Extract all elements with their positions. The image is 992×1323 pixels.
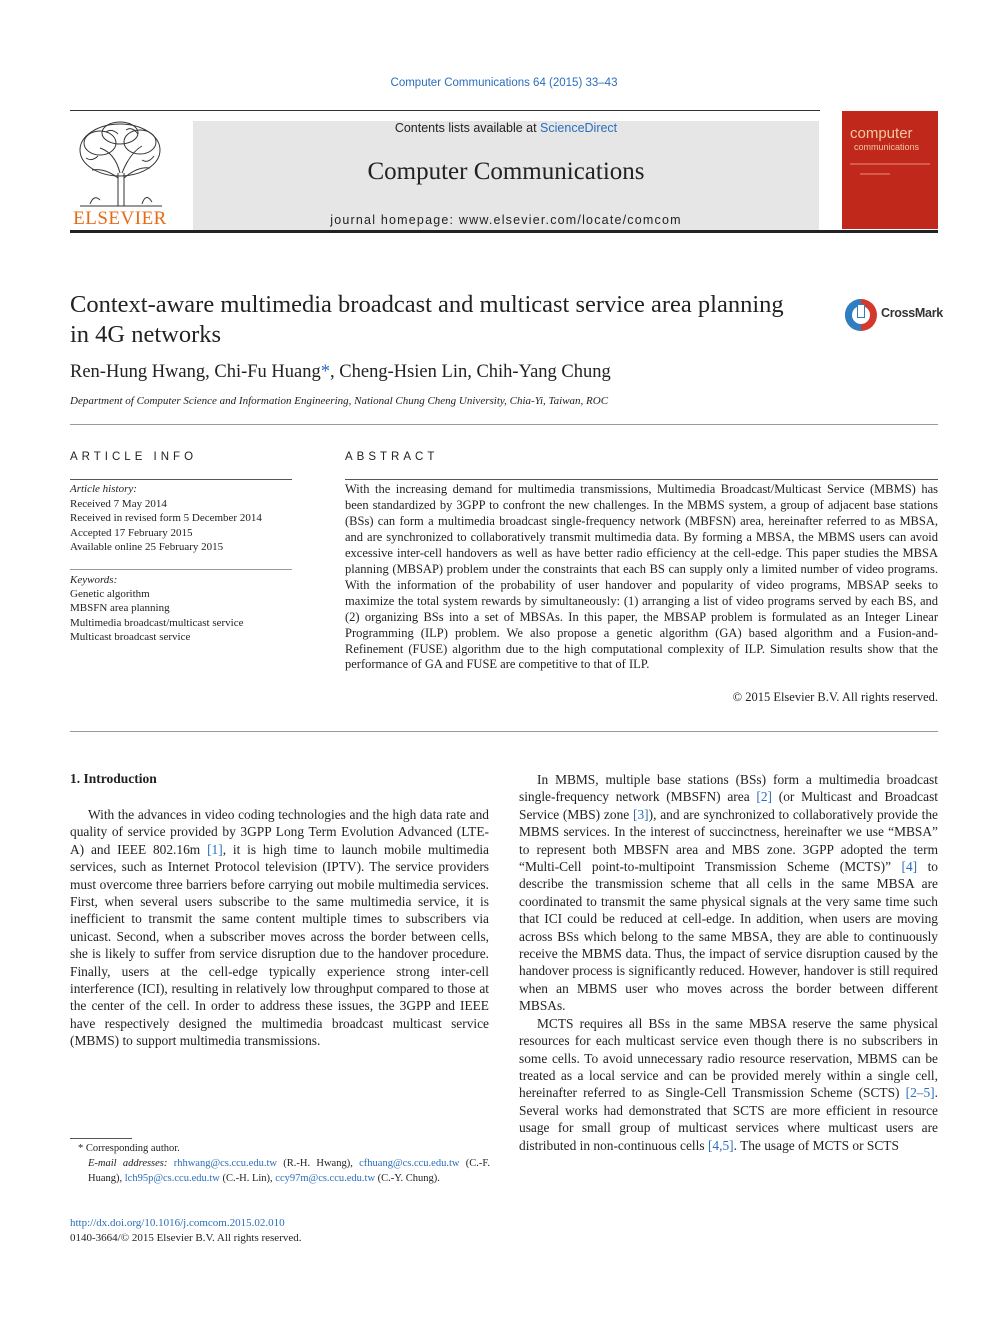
journal-homepage: journal homepage: www.elsevier.com/locate/comcom <box>330 213 682 227</box>
footnote-rule <box>70 1138 132 1139</box>
email-link[interactable]: cfhuang@cs.ccu.edu.tw <box>359 1157 460 1169</box>
citation-link[interactable]: [1] <box>207 841 223 857</box>
header-top-rule <box>70 110 820 111</box>
citation-link[interactable]: [4,5] <box>707 1137 734 1153</box>
keywords <box>70 573 300 644</box>
corresponding-author-note: * Corresponding author. <box>78 1143 180 1154</box>
history-item: Accepted 17 February 2015 <box>70 526 193 539</box>
journal-title: Computer Communications <box>367 158 645 185</box>
email-link[interactable]: rhhwang@cs.ccu.edu.tw <box>173 1157 277 1169</box>
history-item: Received in revised form 5 December 2014 <box>70 512 262 524</box>
elsevier-wordmark: ELSEVIER <box>73 208 167 229</box>
issn-copyright: 0140-3664/© 2015 Elsevier B.V. All rights reserved. <box>70 1232 302 1244</box>
corresponding-author-marker[interactable]: * <box>320 362 331 382</box>
contents-line: Contents lists available at ScienceDirect <box>394 121 618 135</box>
divider <box>70 479 292 480</box>
divider <box>70 569 292 570</box>
keyword-item: Multicast broadcast service <box>70 630 191 643</box>
elsevier-logo <box>70 118 170 230</box>
doi-block <box>70 1216 490 1246</box>
paragraph: MCTS requires all BSs in the same MBSA reserve the same physical resources for each multicast service even though there is no subscribers in some cells. To avoid unnecessary radio resource reservation, MBMS can be treated as a local service and can be provided merely within a single cell, hereinafter referred to as Single-Cell Transmission Scheme (SCTS) [2–5]. Several works had demonstrated that SCTS are more efficient in resource usage for small group of multicast services where multicast users are distributed in non-continuous cells [4,5]. The usage of MCTS or SCTS <box>519 1015 938 1153</box>
email-link[interactable]: lch95p@cs.ccu.edu.tw <box>124 1172 220 1184</box>
abstract-copyright: © 2015 Elsevier B.V. All rights reserved. <box>732 690 938 704</box>
affiliation: Department of Computer Science and Information Engineering, National Chung Cheng University, Chia-Yi, Taiwan, ROC <box>70 395 609 407</box>
email-link[interactable]: ccy97m@cs.ccu.edu.tw <box>275 1172 376 1184</box>
sciencedirect-link[interactable]: ScienceDirect <box>540 121 618 135</box>
doi-link[interactable]: http://dx.doi.org/10.1016/j.comcom.2015.02.010 <box>70 1217 285 1229</box>
keyword-item: MBSFN area planning <box>70 602 170 615</box>
cover-subtitle: communications <box>854 142 920 152</box>
crossmark-label: CrossMark <box>881 306 943 320</box>
keyword-item: Multimedia broadcast/multicast service <box>70 616 244 629</box>
divider <box>345 479 938 480</box>
abstract-text: With the increasing demand for multimedia transmissions, Multimedia Broadcast/Multicast Service (MBMS) has been standardized by 3GPP to confront the new challenges. In the MBMS system, a group of adjacent base stations (BSs) can form a multimedia broadcast single-frequency network (MBFSN) area, hereinafter referred to as MBSA, and are synchronized to collaboratively transmit multimedia data. By forming a MBSA, the MBMS users can avoid excessive inter-cell handovers as well as have better radio efficiency at the cell-edge. This paper studies the MBSA planning (MBSAP) problem under the constraints that each BS can supply only a limited number of video programs. With the information of the probability of user handover and popularity of video programs, MBSAP seeks to maximize the total system rewards by simultaneously: (1) arranging a list of video programs served by each BS, and (2) organizing BSs into a set of MBSAs. In this paper, the MBSAP problem is formulated as an Integer Linear Programming (ILP) problem. We also propose a genetic algorithm (GA) based algorithm and a Fusion-and-Refinement (FUSE) algorithm due to the high computational complexity of ILP. Simulation results show that the performance of GA and FUSE are competitive to that of ILP. <box>345 482 938 672</box>
author-list: Ren-Hung Hwang, Chi-Fu Huang*, Cheng-Hsien Lin, Chih-Yang Chung <box>70 362 611 382</box>
citation-link[interactable]: [3] <box>633 806 649 822</box>
keywords-label: Keywords: <box>70 574 118 586</box>
divider <box>70 424 938 425</box>
journal-reference[interactable]: Computer Communications 64 (2015) 33–43 <box>390 77 618 89</box>
body-column-left <box>70 806 489 1050</box>
crossmark-badge[interactable] <box>843 296 943 336</box>
citation-link[interactable]: [4] <box>901 859 918 875</box>
paragraph: In MBMS, multiple base stations (BSs) form a multimedia broadcast single-frequency network (MBSFN) area [2] (or Multicast and Broadcast Service (MBS) zone [3]), and are synchronized to collaboratively provide the MBMS services. In the interest of succinctness, hereinafter we use “MBSA” to represent both MBSFN area and MBS zone. 3GPP adopted the term “Multi-Cell point-to-multipoint Transmission Scheme (MCTS)” [4] to describe the transmission scheme that all cells in the same MBSA are coordinated to transmit the same physical signals at the very same time such that ICI could be reduced at cell-edge. In addition, when users are moving across BSs which belong to the same MBSA, they are able to continuously receive the MBMS data. Thus, the impact of service disruption caused by the handover process is significantly reduced. However, handover is still required when an MBMS user who moves across the border between different MBSAs. <box>519 772 939 1014</box>
footnote <box>70 1142 490 1186</box>
journal-cover-thumbnail <box>842 111 938 229</box>
history-item: Received 7 May 2014 <box>70 497 167 510</box>
citation-link[interactable]: [2] <box>756 789 773 805</box>
paragraph: With the advances in video coding technologies and the high data rate and quality of service provided by 3GPP Long Term Evolution Advanced (LTE-A) and IEEE 802.16m [1], it is high time to launch mobile multimedia services, such as Internet Protocol television (IPTV). The service providers must overcome three barriers before carrying out mobile multimedia services. First, when several users subscribe to the same multimedia service, it is inefficient to transmit the same content multiple times to subscribers via unicast. Second, when a subscriber moves across the border between cells, she is likely to suffer from service disruption due to the handover procedure. Finally, users at the cell-edge typically experience strong inter-cell interference (ICI), resulting in relatively low throughput compared to those at the center of the cell. In order to address these issues, the 3GPP and IEEE have respectively designed the multimedia broadcast multicast service (MBMS) to support multimedia transmissions. <box>70 807 490 1049</box>
cover-stripe <box>860 173 890 175</box>
article-info-heading: ARTICLE INFO <box>70 451 198 463</box>
article-history <box>70 482 300 555</box>
crossmark-icon <box>843 296 879 334</box>
history-label: Article history: <box>70 483 137 495</box>
divider <box>70 731 938 732</box>
section-heading-introduction: 1. Introduction <box>70 771 157 786</box>
history-item: Available online 25 February 2015 <box>70 541 224 553</box>
keyword-item: Genetic algorithm <box>70 588 150 601</box>
elsevier-tree-icon <box>70 118 170 210</box>
cover-stripe <box>850 163 930 165</box>
article-title: Context-aware multimedia broadcast and multicast service area planning in 4G networks <box>70 291 784 348</box>
body-column-right <box>519 771 938 1154</box>
cover-title: computer <box>850 125 913 142</box>
header-bottom-rule <box>70 230 938 233</box>
abstract-heading: ABSTRACT <box>345 451 439 463</box>
homepage-link[interactable]: www.elsevier.com/locate/comcom <box>458 213 682 227</box>
email-addresses: E-mail addresses: rhhwang@cs.ccu.edu.tw (R.-H. Hwang), cfhuang@cs.ccu.edu.tw (C.-F. Huang), lch95p@cs.ccu.edu.tw (C.-H. Lin), ccy97m@cs.ccu.edu.tw (C.-Y. Chung). <box>88 1157 491 1184</box>
citation-link[interactable]: [2–5] <box>905 1085 935 1101</box>
